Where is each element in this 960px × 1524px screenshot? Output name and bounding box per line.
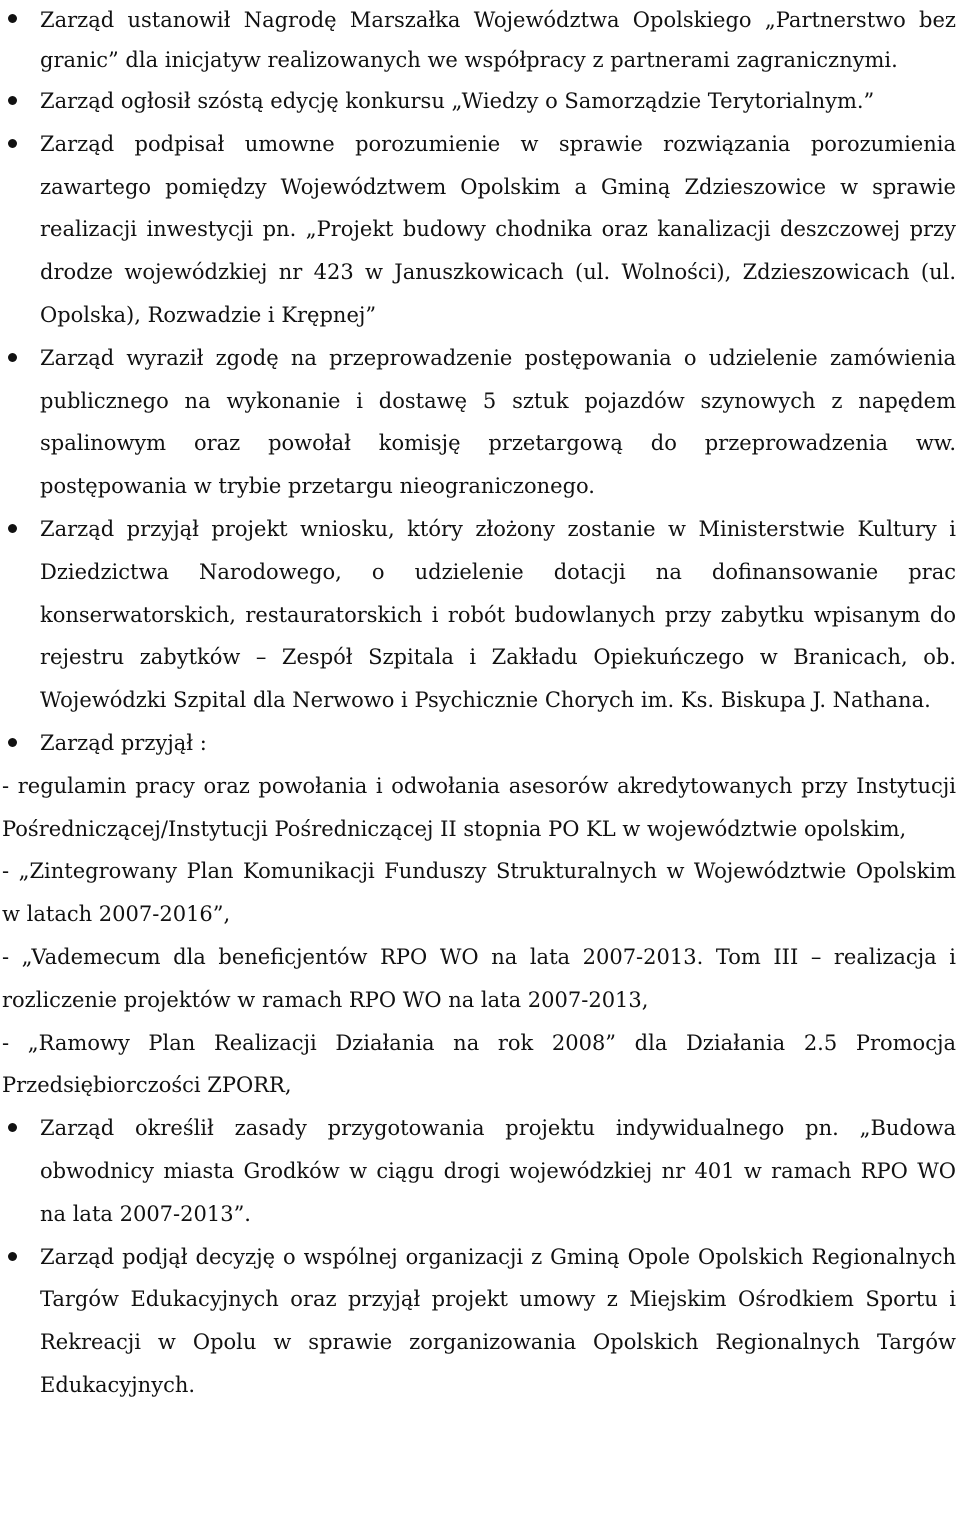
- list-item: [2, 80, 956, 123]
- sub-item-text: - „Zintegrowany Plan Komunikacji Funduszy Strukturalnych w Województwie Opolskim w latach 2007-2016”,: [2, 859, 956, 927]
- list-item: [2, 722, 956, 765]
- item-text: Zarząd wyraził zgodę na przeprowadzenie postępowania o udzielenie zamówienia publicznego na wykonanie i dostawę 5 sztuk pojazdów szynowych z napędem spalinowym oraz powołał komisję przetargową do przeprowadzenia ww. postępowania w trybie przetargu nieograniczonego.: [40, 345, 956, 499]
- list-item: [2, 337, 956, 508]
- sub-item-text: - „Vademecum dla beneficjentów RPO WO na lata 2007-2013. Tom III – realizacja i rozliczenie projektów w ramach RPO WO na lata 2007-2013,: [2, 944, 956, 1012]
- item-text: Zarząd podjął decyzję o wspólnej organizacji z Gminą Opole Opolskich Regionalnych Targów Edukacyjnych oraz przyjął projekt umowy z Miejskim Ośrodkiem Sportu i Rekreacji w Opolu w sprawie zorganizowania Opolskich Regionalnych Targów Edukacyjnych.: [40, 1244, 956, 1397]
- item-text: Zarząd podpisał umowne porozumienie w sprawie rozwiązania porozumienia zawartego pomiędzy Województwem Opolskim a Gminą Zdzieszowice w sprawie realizacji inwestycji pn. „Projekt budowy chodnika oraz kanalizacji deszczowej przy drodze wojewódzkiej nr 423 w Januszkowicach (ul. Wolności), Zdzieszowicach (ul. Opolska), Rozwadzie i Krępnej”: [40, 131, 956, 327]
- sub-item-text: - „Ramowy Plan Realizacji Działania na rok 2008” dla Działania 2.5 Promocja Przedsiębiorczości ZPORR,: [2, 1030, 956, 1098]
- list-item: [2, 1107, 956, 1235]
- list-item: [2, 0, 956, 80]
- bullet-icon: [8, 738, 17, 747]
- bullet-icon: [8, 96, 17, 105]
- bullet-icon: [8, 1252, 17, 1261]
- item-text: Zarząd przyjął projekt wniosku, który złożony zostanie w Ministerstwie Kultury i Dziedzictwa Narodowego, o udzielenie dotacji na dofinansowanie prac konserwatorskich, restauratorskich i robót budowlanych przy zabytku wpisanym do rejestru zabytków – Zespół Szpitala i Zakładu Opiekuńczego w Branicach, ob. Wojewódzki Szpital dla Nerwowo i Psychicznie Chorych im. Ks. Biskupa J. Nathana.: [40, 516, 956, 713]
- bullet-icon: [8, 524, 17, 533]
- bullet-icon: [8, 139, 17, 148]
- bullet-icon: [8, 14, 17, 23]
- bullet-icon: [8, 1123, 17, 1132]
- list-item: [2, 508, 956, 722]
- sub-item-text: - regulamin pracy oraz powołania i odwołania asesorów akredytowanych przy Instytucji Pośredniczącej/Instytucji Pośredniczącej II stopnia PO KL w województwie opolskim,: [2, 773, 956, 841]
- list-item: [2, 1236, 956, 1407]
- item-text: Zarząd określił zasady przygotowania projektu indywidualnego pn. „Budowa obwodnicy miasta Grodków w ciągu drogi wojewódzkiej nr 401 w ramach RPO WO na lata 2007-2013”.: [40, 1116, 956, 1226]
- list-item: [2, 123, 956, 337]
- document-body: [2, 0, 956, 1407]
- bullet-icon: [8, 353, 17, 362]
- item-text: Zarząd przyjął :: [40, 730, 207, 755]
- item-text: Zarząd ustanowił Nagrodę Marszałka Województwa Opolskiego „Partnerstwo bez granic” dla inicjatyw realizowanych we współpracy z partnerami zagranicznymi.: [40, 8, 956, 72]
- item-text: Zarząd ogłosił szóstą edycję konkursu „Wiedzy o Samorządzie Terytorialnym.”: [40, 89, 875, 113]
